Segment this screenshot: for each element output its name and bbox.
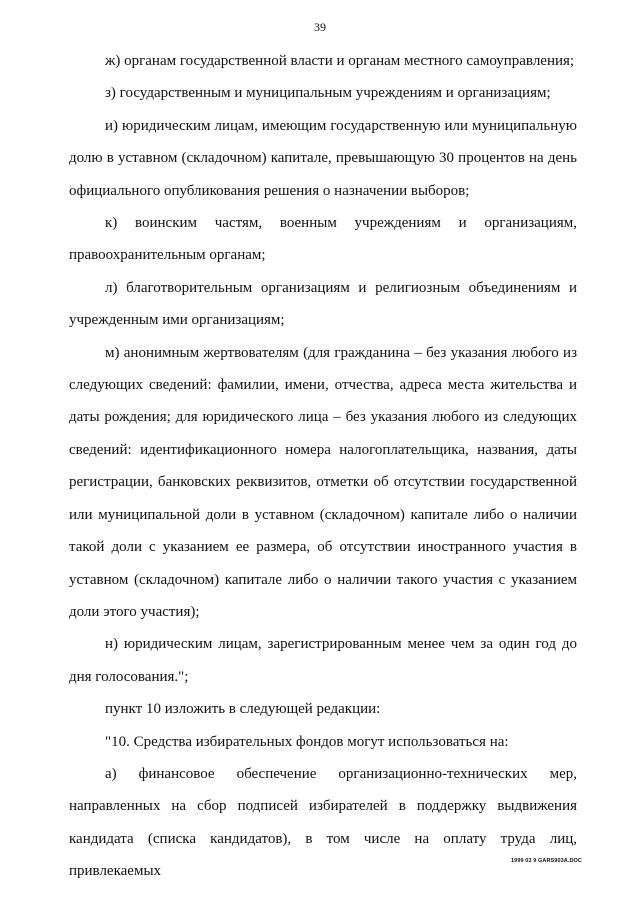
- paragraph-n: н) юридическим лицам, зарегистрированным менее чем за один год до дня голосования.";: [69, 636, 577, 685]
- paragraph-z: з) государственным и муниципальным учреждениям и организациям;: [105, 85, 551, 102]
- document-file-code: 1999 03 9 GARS903A.DOC: [511, 858, 582, 864]
- paragraph-10-heading: "10. Средства избирательных фондов могут использоваться на:: [105, 733, 509, 750]
- paragraph-m: м) анонимным жертвователям (для гражданина – без указания любого из следующих сведений: фамилии, имени, отчества, адреса места жительства и даты рождения; для юридического лица – без указания любого из следующих сведений: идентификационного номера налогоплательщика, названия, даты регистрации, банковских реквизитов, отметки об отсутствии государственной или муниципальной доли в уставном (складочном) капитале либо о наличии такой доли с указанием ее размера, об отсутствии иностранного участия в уставном (складочном) капитале либо о наличии такого участия с указанием доли этого участия);: [69, 344, 577, 620]
- document-body: [69, 45, 577, 888]
- paragraph-punkt-10: пункт 10 изложить в следующей редакции:: [105, 701, 381, 718]
- paragraph-a: а) финансовое обеспечение организационно-технических мер, направленных на сбор подписей избирателей в поддержку выдвижения кандидата (списка кандидатов), в том числе на оплату труда лиц, привлекаемых: [69, 765, 577, 880]
- paragraph-l: л) благотворительным организациям и религиозным объединениям и учрежденным ими организациям;: [69, 279, 577, 329]
- paragraph-i: и) юридическим лицам, имеющим государственную или муниципальную долю в уставном (складочном) капитале, превышающую 30 процентов на день официального опубликования решения о назначении выборов;: [69, 117, 577, 199]
- page-number: 39: [314, 20, 326, 34]
- paragraph-k: к) воинским частям, военным учреждениям и организациям, правоохранительным органам;: [69, 215, 577, 264]
- paragraph-zh: ж) органам государственной власти и органам местного самоуправления;: [105, 53, 575, 69]
